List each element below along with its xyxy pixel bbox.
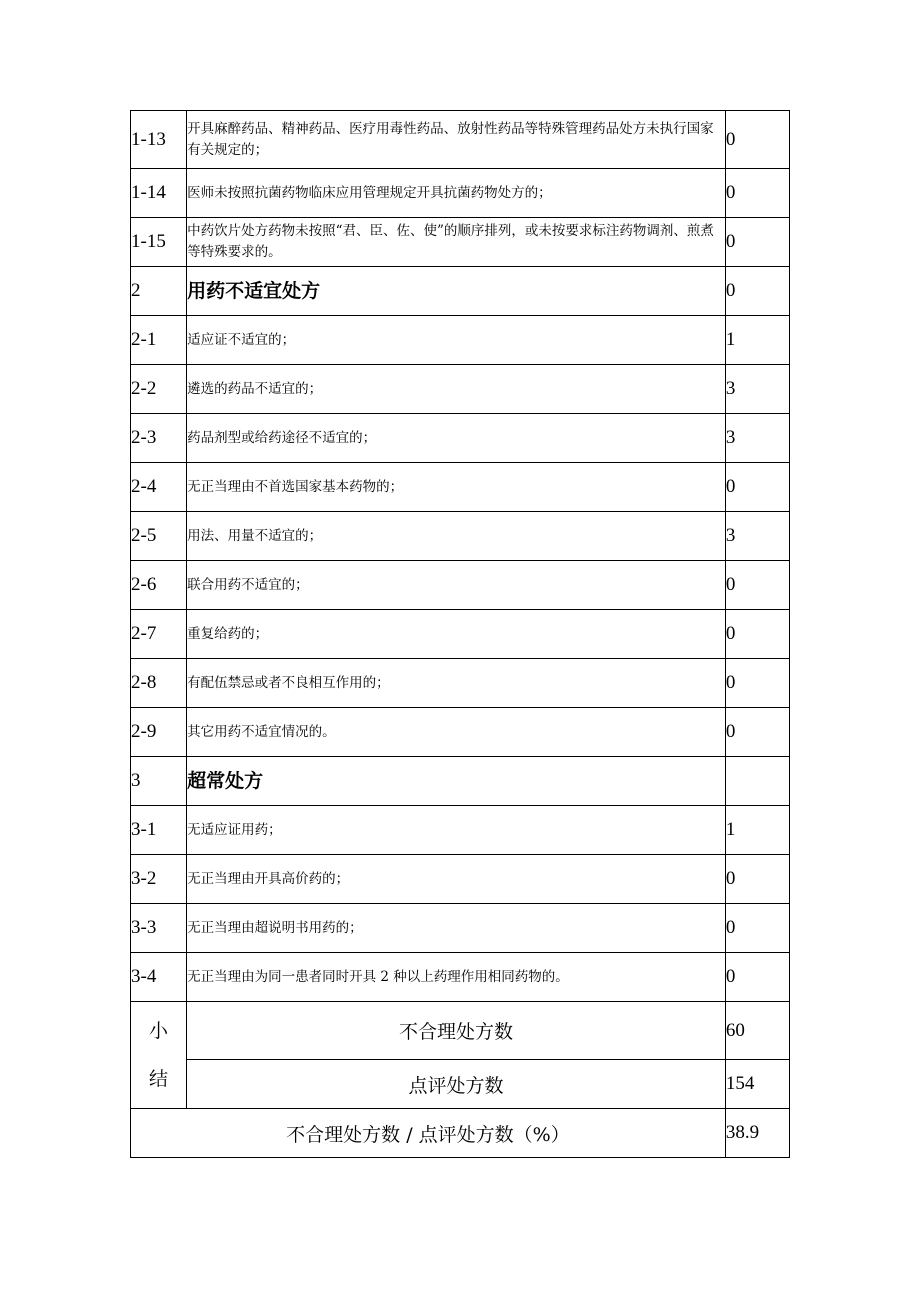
row-code: 1-15 <box>131 218 187 267</box>
section-header-row <box>131 757 790 806</box>
table-row <box>131 218 790 267</box>
row-code: 2-8 <box>131 659 187 708</box>
ratio-value: 38.9 <box>725 1109 789 1158</box>
row-description: 无正当理由开具高价药的； <box>187 855 726 904</box>
row-description: 无正当理由超说明书用药的； <box>187 904 726 953</box>
unreasonable-count-label: 不合理处方数 <box>187 1002 726 1060</box>
row-description: 无正当理由为同一患者同时开具 2 种以上药理作用相同药物的。 <box>187 953 726 1002</box>
row-value: 3 <box>725 365 789 414</box>
table-row <box>131 512 790 561</box>
row-description: 重复给药的； <box>187 610 726 659</box>
row-value: 0 <box>725 111 789 169</box>
reviewed-count-value: 154 <box>725 1060 789 1109</box>
row-value: 1 <box>725 316 789 365</box>
row-value: 0 <box>725 708 789 757</box>
row-code: 2-1 <box>131 316 187 365</box>
row-value: 0 <box>725 953 789 1002</box>
table-row <box>131 316 790 365</box>
summary-row-reviewed <box>131 1060 790 1109</box>
row-value: 0 <box>725 904 789 953</box>
row-code: 2-9 <box>131 708 187 757</box>
row-code: 2-3 <box>131 414 187 463</box>
ratio-label: 不合理处方数 / 点评处方数（%） <box>131 1109 726 1158</box>
row-description: 用法、用量不适宜的； <box>187 512 726 561</box>
row-description: 有配伍禁忌或者不良相互作用的； <box>187 659 726 708</box>
row-description: 无适应证用药； <box>187 806 726 855</box>
table-row <box>131 365 790 414</box>
row-code: 2-4 <box>131 463 187 512</box>
table-row <box>131 708 790 757</box>
row-code: 2-6 <box>131 561 187 610</box>
table-row <box>131 953 790 1002</box>
row-value: 1 <box>725 806 789 855</box>
row-code: 3-4 <box>131 953 187 1002</box>
summary-row-unreasonable <box>131 1002 790 1060</box>
row-description: 其它用药不适宜情况的。 <box>187 708 726 757</box>
row-value: 0 <box>725 267 789 316</box>
section-title: 用药不适宜处方 <box>187 267 726 316</box>
row-description: 中药饮片处方药物未按照“君、臣、佐、使”的顺序排列，或未按要求标注药物调剂、煎煮等特殊要求的。 <box>187 218 726 267</box>
row-description: 药品剂型或给药途径不适宜的； <box>187 414 726 463</box>
row-code: 2-5 <box>131 512 187 561</box>
table-row <box>131 855 790 904</box>
row-description: 无正当理由不首选国家基本药物的； <box>187 463 726 512</box>
row-value: 0 <box>725 218 789 267</box>
row-value: 0 <box>725 855 789 904</box>
row-description: 医师未按照抗菌药物临床应用管理规定开具抗菌药物处方的； <box>187 169 726 218</box>
table-row <box>131 169 790 218</box>
row-value: 0 <box>725 561 789 610</box>
row-value <box>725 757 789 806</box>
row-code: 3-3 <box>131 904 187 953</box>
row-code: 1-14 <box>131 169 187 218</box>
table-row <box>131 111 790 169</box>
table-row <box>131 659 790 708</box>
row-value: 3 <box>725 512 789 561</box>
unreasonable-count-value: 60 <box>725 1002 789 1060</box>
table-row <box>131 806 790 855</box>
row-value: 0 <box>725 169 789 218</box>
row-code: 1-13 <box>131 111 187 169</box>
row-description: 适应证不适宜的； <box>187 316 726 365</box>
row-code: 3-2 <box>131 855 187 904</box>
row-value: 3 <box>725 414 789 463</box>
section-code: 3 <box>131 757 187 806</box>
table-row <box>131 904 790 953</box>
row-code: 2-2 <box>131 365 187 414</box>
row-value: 0 <box>725 610 789 659</box>
row-code: 3-1 <box>131 806 187 855</box>
section-header-row <box>131 267 790 316</box>
row-value: 0 <box>725 659 789 708</box>
table-row <box>131 463 790 512</box>
summary-label-line2: 结 <box>149 1068 169 1090</box>
row-description: 联合用药不适宜的； <box>187 561 726 610</box>
summary-label-cell <box>131 1002 187 1109</box>
table-row <box>131 561 790 610</box>
section-title: 超常处方 <box>187 757 726 806</box>
table-row <box>131 414 790 463</box>
row-description: 开具麻醉药品、精神药品、医疗用毒性药品、放射性药品等特殊管理药品处方未执行国家有关规定的； <box>187 111 726 169</box>
section-code: 2 <box>131 267 187 316</box>
reviewed-count-label: 点评处方数 <box>187 1060 726 1109</box>
row-description: 遴选的药品不适宜的； <box>187 365 726 414</box>
table-row <box>131 610 790 659</box>
ratio-row <box>131 1109 790 1158</box>
summary-label-line1: 小 <box>149 1020 169 1042</box>
row-code: 2-7 <box>131 610 187 659</box>
prescription-review-table <box>130 110 790 1158</box>
row-value: 0 <box>725 463 789 512</box>
